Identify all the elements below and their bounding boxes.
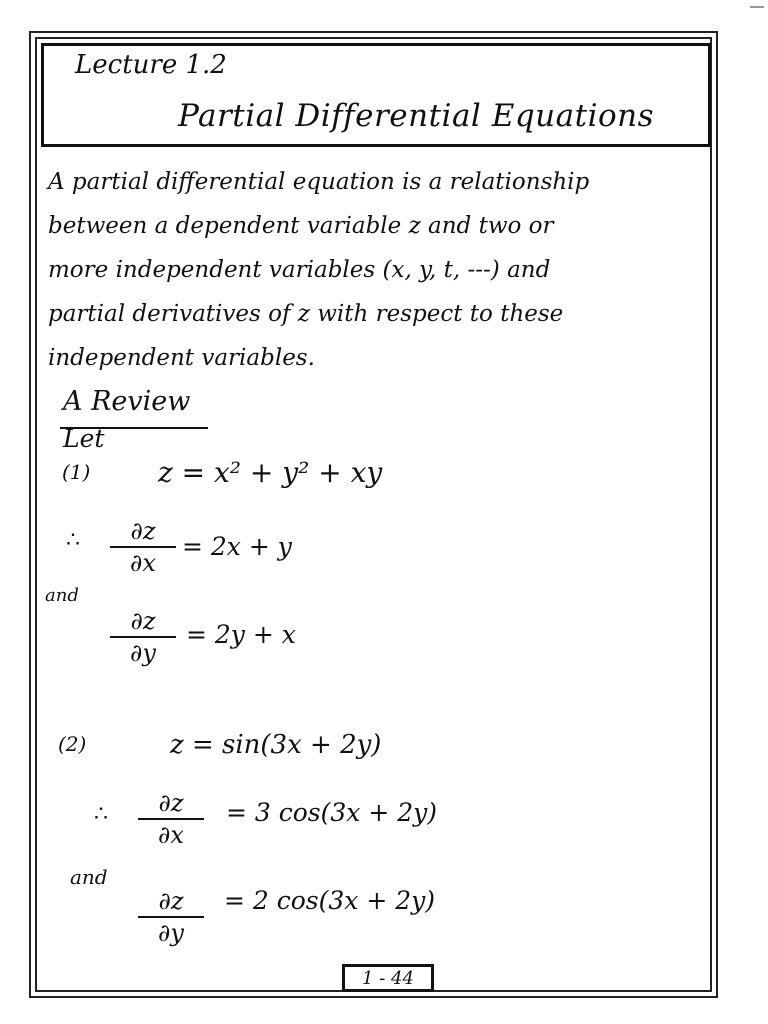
example2-dzdx-result: = 3 cos(3x + 2y)	[226, 798, 438, 827]
example2-dzdx-fraction	[138, 790, 204, 848]
fraction-bar	[138, 818, 204, 820]
lecture-label: Lecture 1.2	[75, 50, 227, 80]
therefore-symbol: ∴	[66, 528, 80, 553]
example1-number: (1)	[62, 460, 91, 484]
example1-dzdx-fraction	[110, 518, 176, 576]
scan-edge-mark	[750, 6, 764, 8]
example2-dzdy-result: = 2 cos(3x + 2y)	[224, 886, 436, 915]
fraction-numerator: ∂z	[158, 789, 184, 817]
fraction-numerator: ∂z	[130, 607, 156, 635]
review-heading: A Review	[63, 386, 191, 417]
example2-number: (2)	[58, 732, 87, 756]
definition-line: A partial differential equation is a relationship	[48, 169, 590, 195]
page-title: Partial Differential Equations	[178, 98, 655, 134]
example1-dzdy-result: = 2y + x	[186, 620, 296, 649]
and-label: and	[70, 865, 108, 889]
and-label: and	[45, 585, 79, 606]
definition-line: independent variables.	[48, 345, 315, 371]
fraction-numerator: ∂z	[130, 517, 156, 545]
definition-line: between a dependent variable z and two or	[48, 213, 554, 239]
fraction-bar	[110, 546, 176, 548]
fraction-bar	[110, 636, 176, 638]
fraction-denominator: ∂y	[130, 639, 156, 667]
example2-dzdy-fraction	[138, 888, 204, 946]
fraction-denominator: ∂x	[158, 821, 184, 849]
definition-paragraph	[48, 160, 713, 380]
example1-dzdx-result: = 2x + y	[182, 532, 292, 561]
fraction-numerator: ∂z	[158, 887, 184, 915]
page-number: 1 - 44	[362, 967, 414, 989]
definition-line: more independent variables (x, y, t, ---) and	[48, 257, 551, 283]
example1-equation: z = x² + y² + xy	[158, 456, 383, 489]
fraction-denominator: ∂x	[130, 549, 156, 577]
example2-equation: z = sin(3x + 2y)	[170, 730, 382, 760]
fraction-denominator: ∂y	[158, 919, 184, 947]
therefore-symbol: ∴	[94, 802, 108, 827]
fraction-bar	[138, 916, 204, 918]
definition-line: partial derivatives of z with respect to these	[48, 301, 564, 327]
page-number-box	[342, 964, 434, 992]
let-label: Let	[63, 424, 105, 453]
example1-dzdy-fraction	[110, 608, 176, 666]
